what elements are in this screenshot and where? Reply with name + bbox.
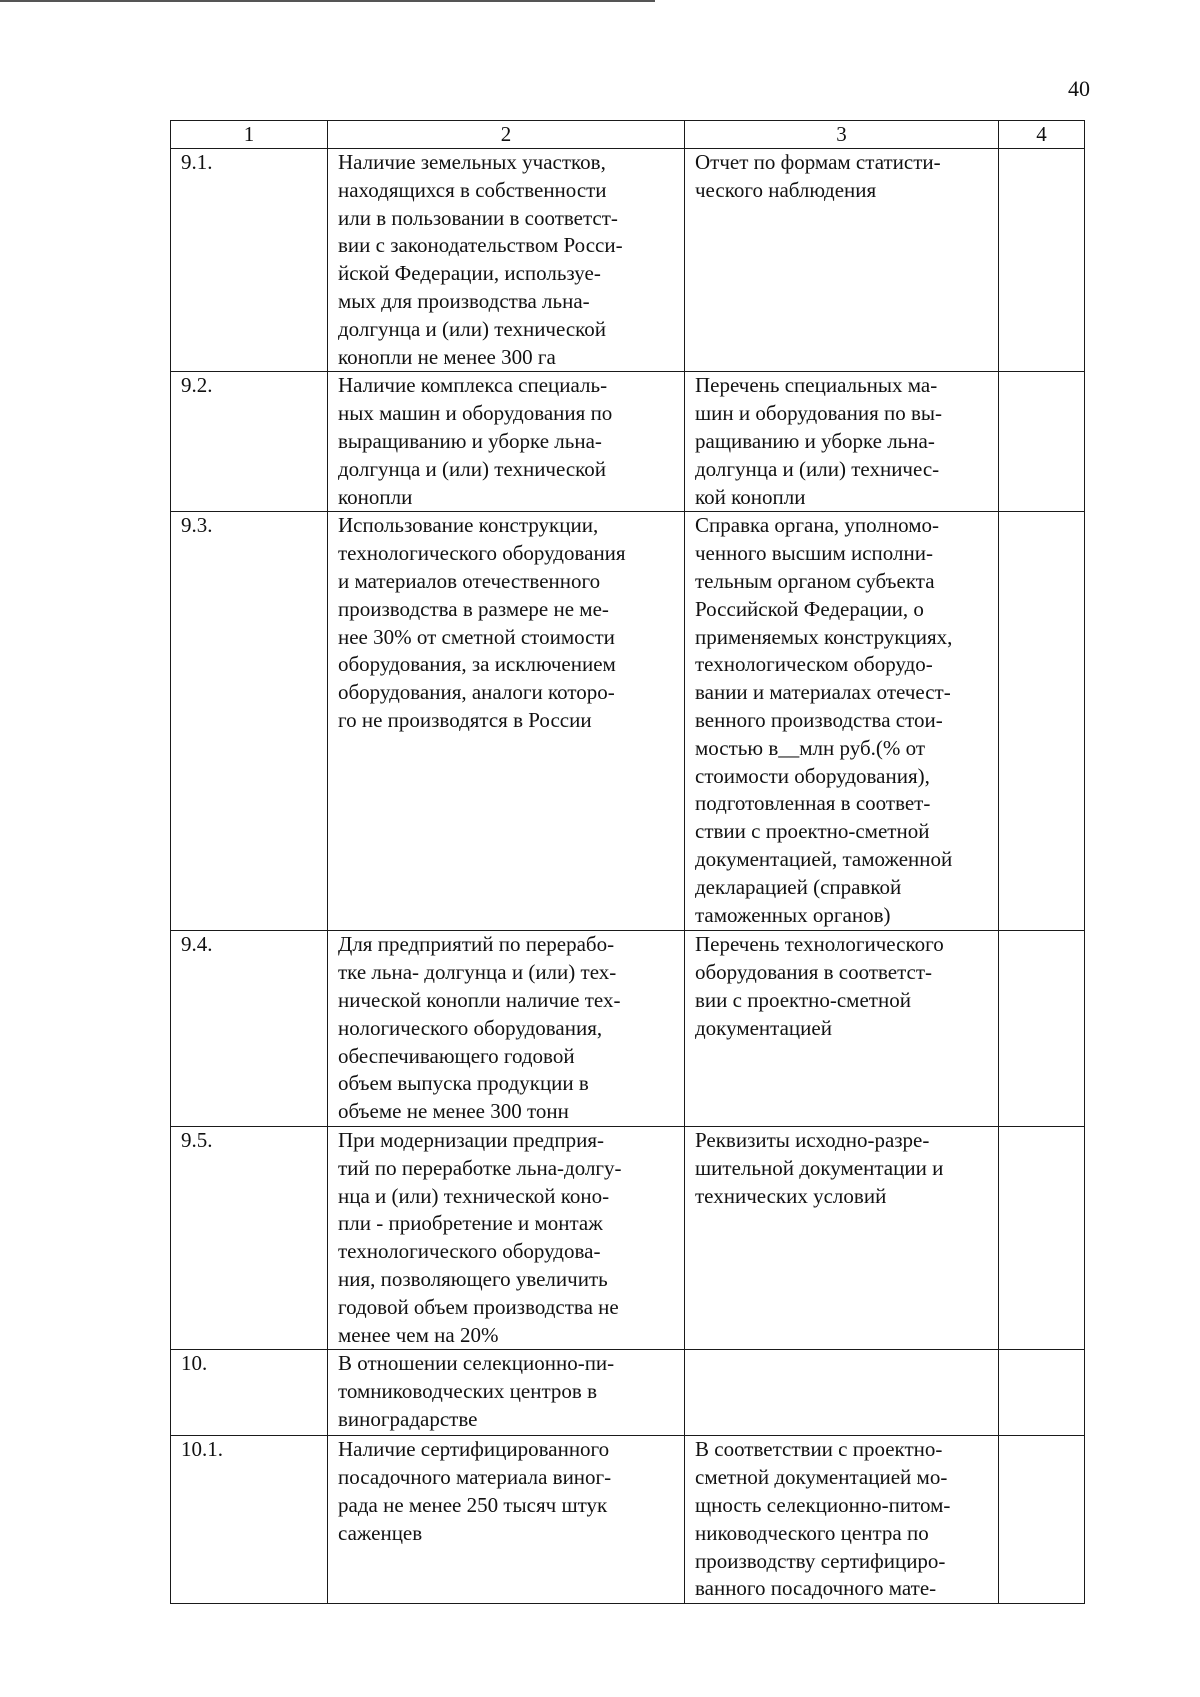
row-number: 9.4.: [171, 931, 328, 1127]
row-col4: [999, 931, 1085, 1127]
row-number: 9.2.: [171, 372, 328, 512]
row-criterion: Наличие земельных участков, находящихся в собственности или в пользовании в соответст- вии с законодательством Росси- йской Федерации, используе- мых для производства льна- долгунца и (или) технической конопли не менее 300 га: [328, 149, 685, 372]
row-criterion: Для предприятий по перерабо- тке льна- долгунца и (или) тех- нической конопли наличие тех- нологического оборудования, обеспечивающего годовой объем выпуска продукции в объеме не менее 300 тонн: [328, 931, 685, 1127]
row-criterion: Наличие комплекса специаль- ных машин и оборудования по выращиванию и уборке льна- долгунца и (или) технической конопли: [328, 372, 685, 512]
row-criterion: При модернизации предприя- тий по переработке льна-долгу- нца и (или) технической коно- пли - приобретение и монтаж технологического оборудова- ния, позволяющего увеличить годовой объем производства не менее чем на 20%: [328, 1126, 685, 1349]
row-number: 10.: [171, 1350, 328, 1436]
row-col4: [999, 149, 1085, 372]
header-col-2: 2: [328, 121, 685, 149]
row-col4: [999, 1126, 1085, 1349]
row-document: Справка органа, уполномо- ченного высшим исполни- тельным органом субъекта Российской Федерации, о применяемых конструкциях, технологическом оборудо- вании и материалах отечест- венного производства стои- мостью в__млн руб.(% от стоимости оборудования), подготовленная в соответ- ствии с проектно-сметной документацией, таможенной декларацией (справкой таможенных органов): [685, 512, 999, 931]
row-criterion: Использование конструкции, технологического оборудования и материалов отечественного производства в размере не ме- нее 30% от сметной стоимости оборудования, за исключением оборудования, аналоги которо- го не производятся в России: [328, 512, 685, 931]
row-criterion: Наличие сертифицированного посадочного материала виног- рада не менее 250 тысяч штук саженцев: [328, 1436, 685, 1604]
header-col-4: 4: [999, 121, 1085, 149]
table-row: [171, 931, 1085, 1127]
row-col4: [999, 372, 1085, 512]
row-criterion: В отношении селекционно-пи- томниководческих центров в виноградарстве: [328, 1350, 685, 1436]
row-document: Перечень специальных ма- шин и оборудования по вы- ращиванию и уборке льна- долгунца и (или) техничес- кой конопли: [685, 372, 999, 512]
row-col4: [999, 1436, 1085, 1604]
table-row: [171, 372, 1085, 512]
row-document: В соответствии с проектно- сметной документацией мо- щность селекционно-питом- ниководческого центра по производству сертифициро- ванного посадочного мате-: [685, 1436, 999, 1604]
header-col-1: 1: [171, 121, 328, 149]
table-row: [171, 1126, 1085, 1349]
table-row: [171, 1350, 1085, 1436]
row-document: Перечень технологического оборудования в соответст- вии с проектно-сметной документацией: [685, 931, 999, 1127]
row-number: 9.1.: [171, 149, 328, 372]
page-number: 40: [1068, 76, 1090, 101]
criteria-table: [170, 120, 1085, 1604]
table-row: [171, 149, 1085, 372]
row-col4: [999, 1350, 1085, 1436]
table-header-row: [171, 121, 1085, 149]
row-document: Реквизиты исходно-разре- шительной документации и технических условий: [685, 1126, 999, 1349]
row-document: [685, 1350, 999, 1436]
row-document: Отчет по формам статисти- ческого наблюдения: [685, 149, 999, 372]
header-col-3: 3: [685, 121, 999, 149]
table-row: [171, 1436, 1085, 1604]
row-number: 10.1.: [171, 1436, 328, 1604]
table-row: [171, 512, 1085, 931]
row-number: 9.3.: [171, 512, 328, 931]
row-col4: [999, 512, 1085, 931]
top-edge-rule: [0, 0, 655, 2]
row-number: 9.5.: [171, 1126, 328, 1349]
